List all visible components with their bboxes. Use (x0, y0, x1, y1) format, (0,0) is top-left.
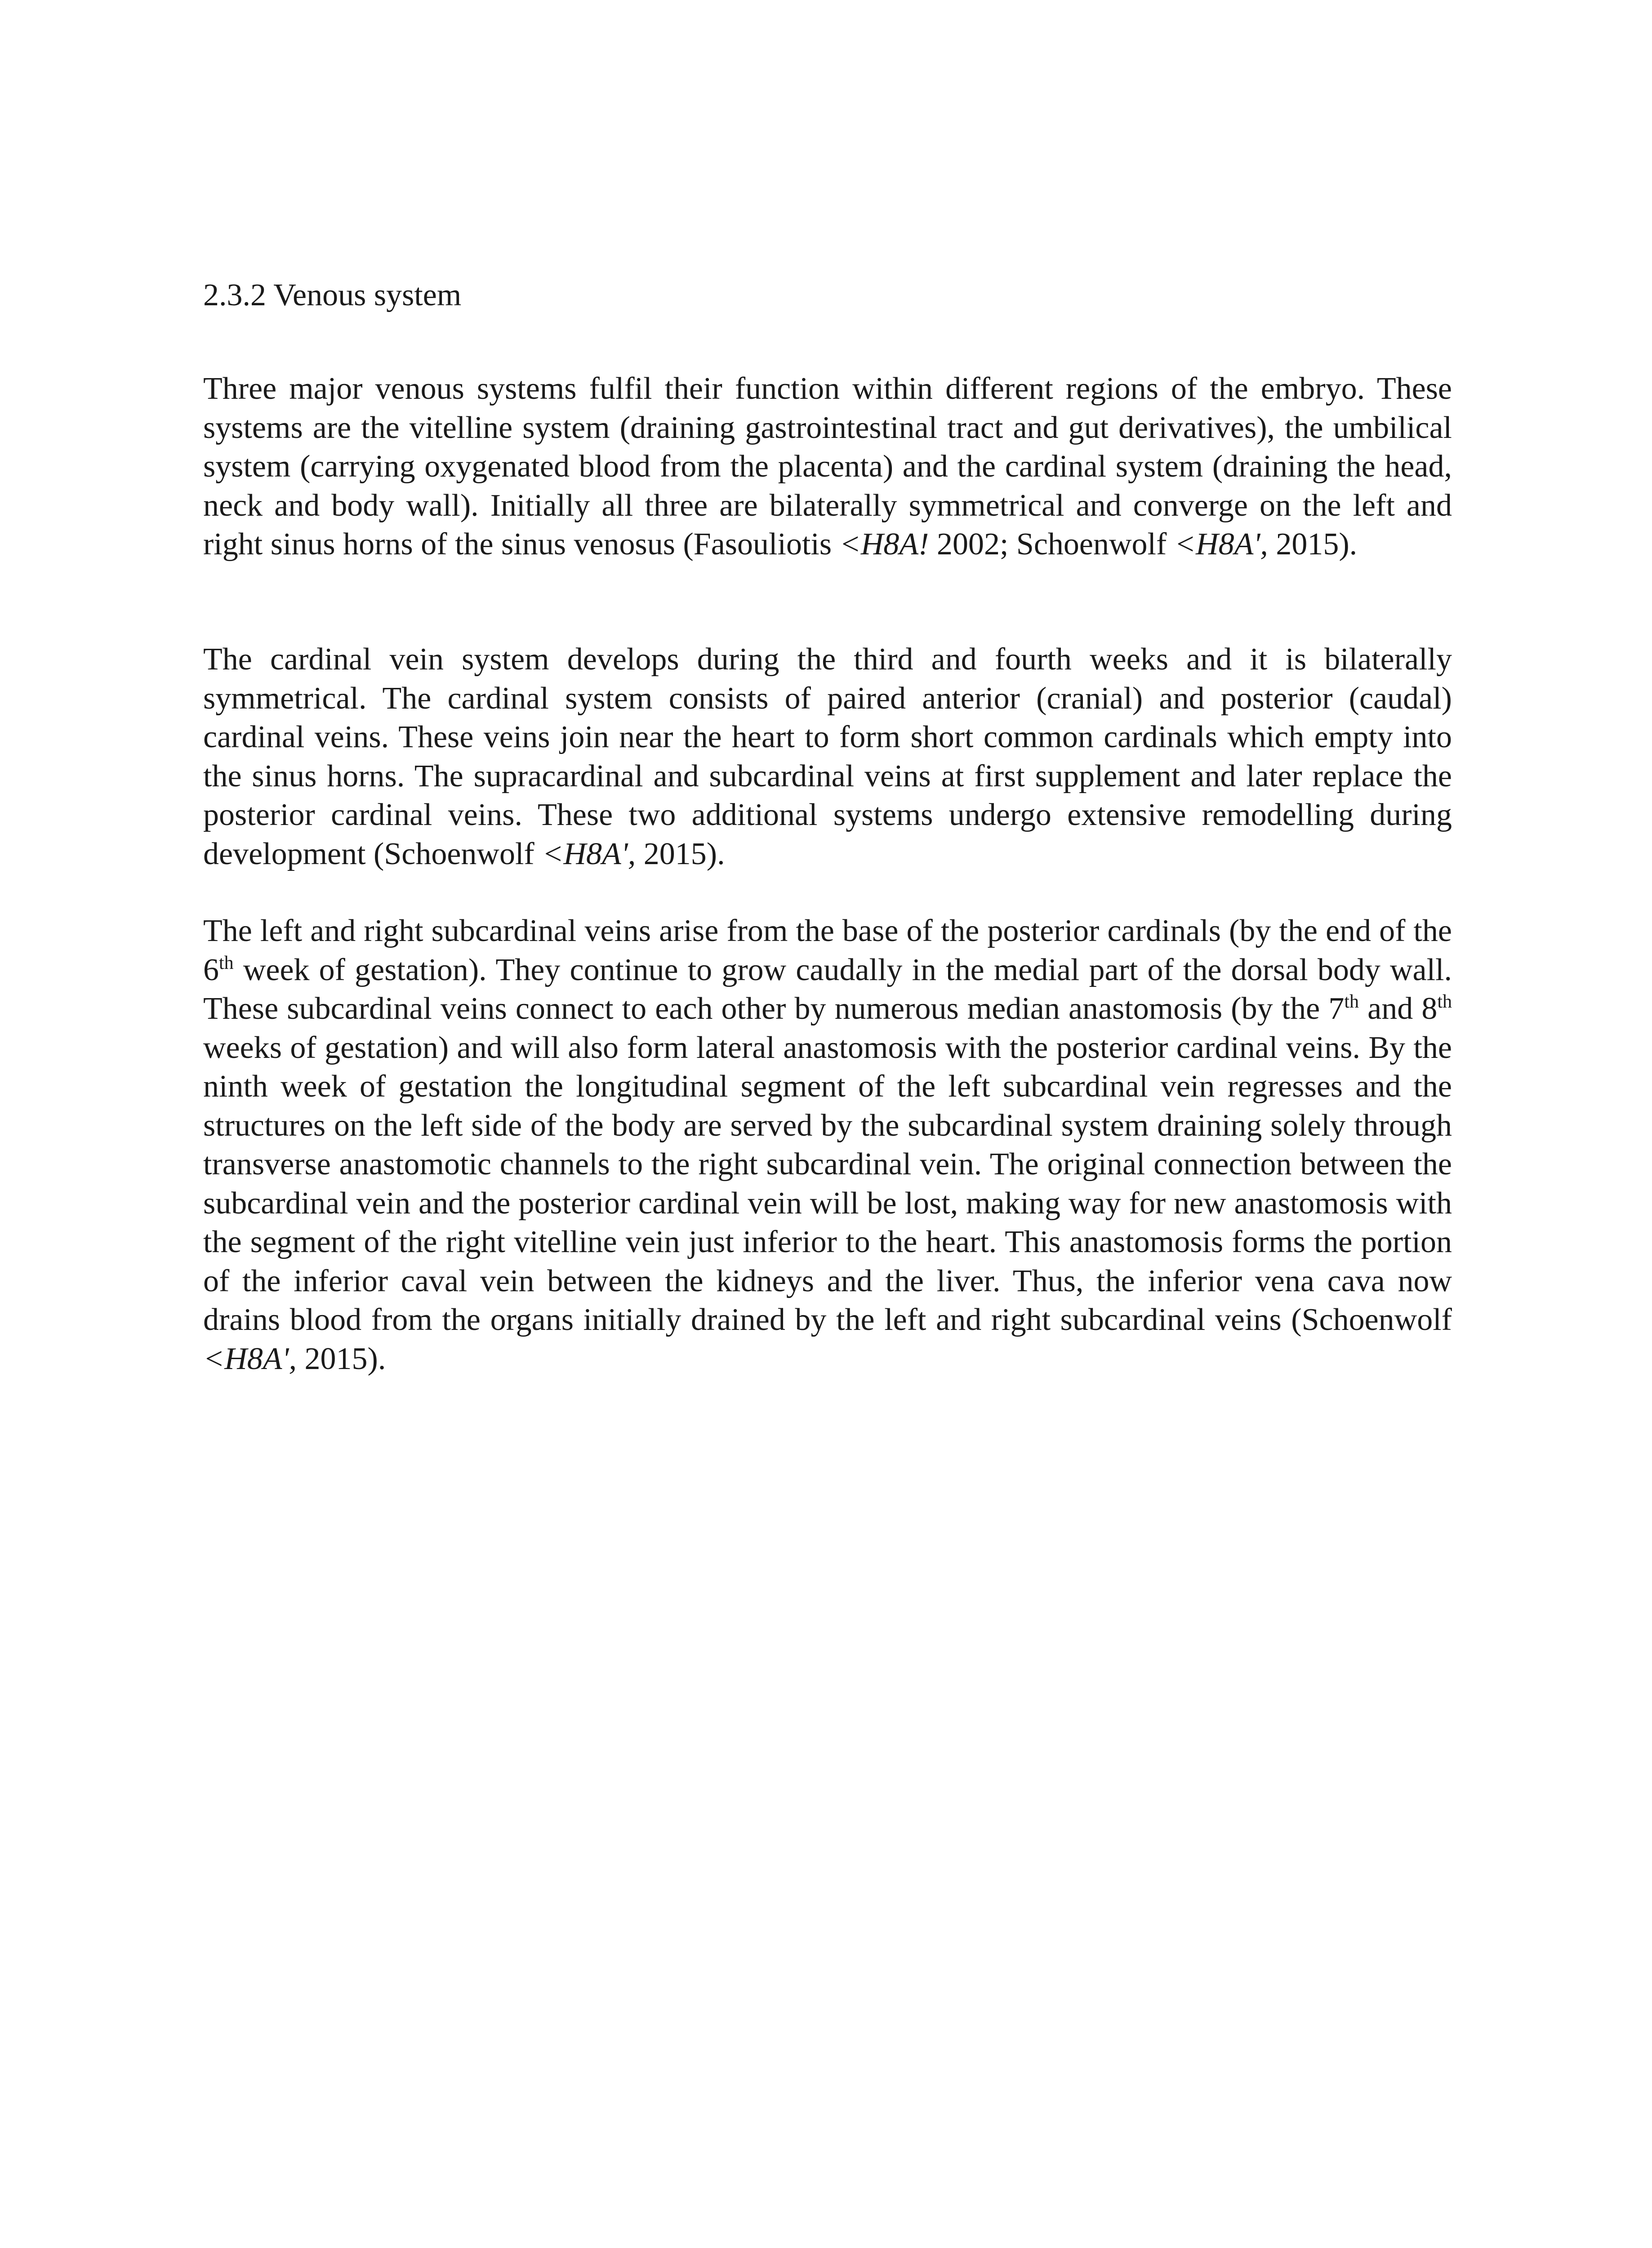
paragraph-subcardinal-veins (203, 912, 1452, 1378)
paragraph-text: The left and right subcardinal veins arise from the base of the posterior cardinals (by the end of the 6 (203, 914, 1452, 987)
paragraph-text: 2015). (636, 836, 725, 871)
citation-etal: <H8A', (1174, 527, 1268, 562)
paragraph-text: Three major venous systems fulfil their function within different regions of the embryo. These systems are the vitelline system (draining gastrointestinal tract and gut derivatives), the umbilical system (carrying oxygenated blood from the placenta) and the cardinal system (draining the head, neck and body wall). Initially all three are bilaterally symmetrical and converge on the left and right sinus horns of the sinus venosus (Fasouliotis (203, 371, 1452, 562)
citation-etal: <H8A', (203, 1341, 297, 1376)
section-heading: 2.3.2 Venous system (203, 278, 462, 312)
paragraph-text: 2002; Schoenwolf (929, 527, 1175, 562)
citation-etal: <H8A! (839, 527, 929, 562)
superscript-ordinal: th (1437, 991, 1452, 1012)
superscript-ordinal: th (219, 952, 234, 973)
paragraph-text: 2015). (297, 1341, 386, 1376)
paragraph-cardinal-system (203, 640, 1452, 874)
paragraph-text: week of gestation). They continue to grow caudally in the medial part of the dorsal body wall. These subcardinal veins connect to each other by numerous median anastomosis (by the 7 (203, 952, 1452, 1026)
paragraph-text: and 8 (1359, 991, 1438, 1026)
paragraph-text: 2015). (1268, 527, 1358, 562)
paragraph-text: The cardinal vein system develops during the third and fourth weeks and it is bilaterally symmetrical. The cardinal system consists of paired anterior (cranial) and posterior (caudal) cardinal veins. These veins join near the heart to form short common cardinals which empty into the sinus horns. The supracardinal and subcardinal veins at first supplement and later replace the posterior cardinal veins. These two additional systems undergo extensive remodelling during development (Schoenwolf (203, 642, 1452, 871)
paragraph-text: weeks of gestation) and will also form lateral anastomosis with the posterior cardinal veins. By the ninth week of gestation the longitudinal segment of the left subcardinal vein regresses and the structures on the left side of the body are served by the subcardinal system draining solely through transverse anastomotic channels to the right subcardinal vein. The original connection between the subcardinal vein and the posterior cardinal vein will be lost, making way for new anastomosis with the segment of the right vitelline vein just inferior to the heart. This anastomosis forms the portion of the inferior caval vein between the kidneys and the liver. Thus, the inferior vena cava now drains blood from the organs initially drained by the left and right subcardinal veins (Schoenwolf (203, 1030, 1452, 1337)
paragraph-venous-systems (203, 370, 1452, 564)
superscript-ordinal: th (1344, 991, 1359, 1012)
citation-etal: <H8A', (542, 836, 636, 871)
